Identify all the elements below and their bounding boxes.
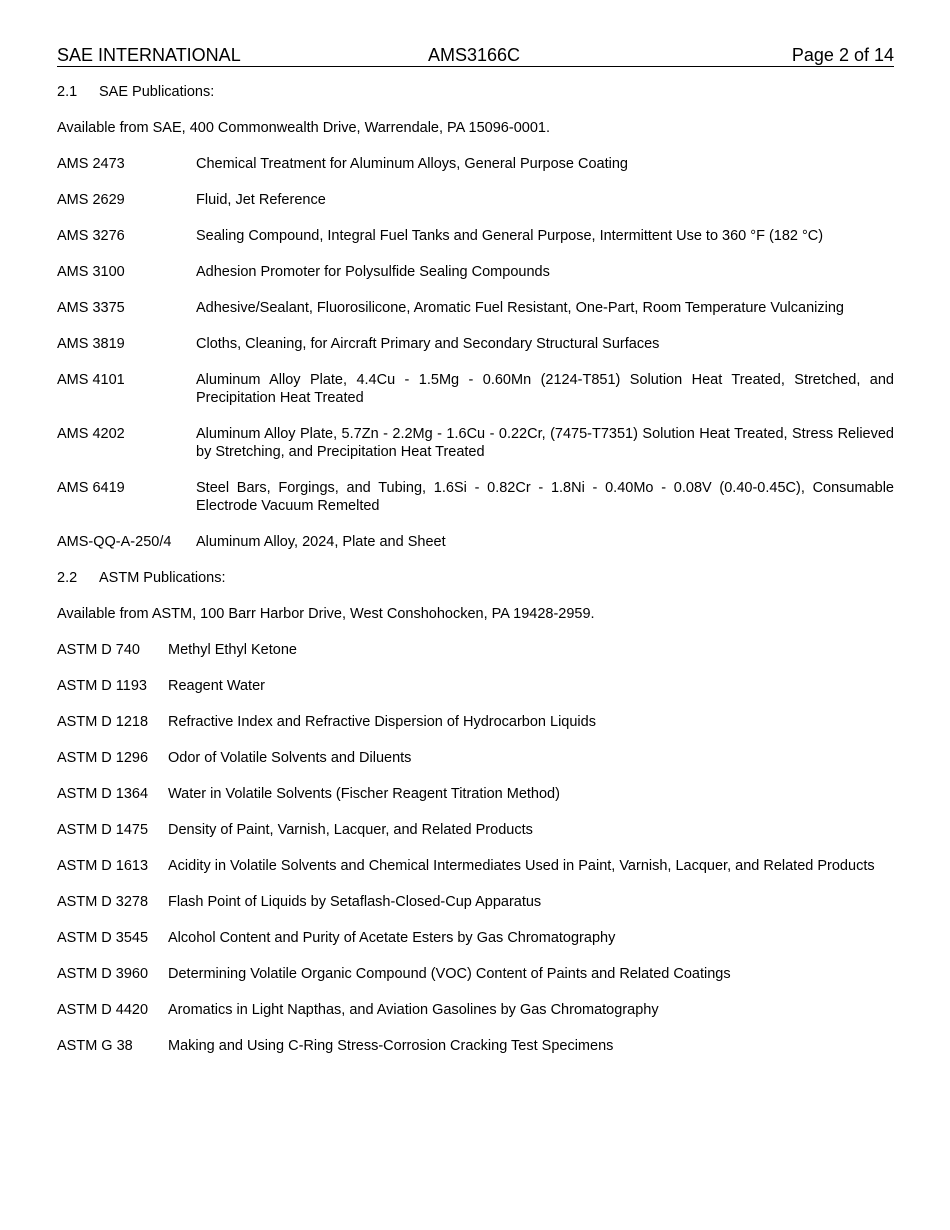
reference-code: AMS-QQ-A-250/4 bbox=[57, 534, 172, 550]
reference-row bbox=[57, 821, 894, 839]
reference-code: ASTM D 1218 bbox=[57, 714, 149, 730]
document-page bbox=[57, 44, 894, 1055]
reference-row bbox=[57, 1037, 894, 1055]
reference-row bbox=[57, 425, 894, 461]
reference-title: Making and Using C-Ring Stress-Corrosion Cracking Test Specimens bbox=[168, 1038, 614, 1054]
reference-row bbox=[57, 299, 894, 317]
reference-title: Reagent Water bbox=[168, 678, 265, 694]
sae-availability: Available from SAE, 400 Commonwealth Drive, Warrendale, PA 15096-0001. bbox=[57, 120, 550, 136]
reference-title: Chemical Treatment for Aluminum Alloys, General Purpose Coating bbox=[196, 156, 628, 172]
reference-row bbox=[57, 857, 894, 875]
reference-code: AMS 3100 bbox=[57, 264, 125, 280]
section-heading-astm bbox=[57, 569, 894, 587]
reference-row bbox=[57, 641, 894, 659]
reference-code: AMS 2629 bbox=[57, 192, 125, 208]
reference-row bbox=[57, 713, 894, 731]
reference-title: Density of Paint, Varnish, Lacquer, and Related Products bbox=[168, 822, 533, 838]
reference-row bbox=[57, 677, 894, 695]
reference-code: ASTM D 1296 bbox=[57, 750, 149, 766]
reference-title: Aluminum Alloy, 2024, Plate and Sheet bbox=[196, 534, 446, 550]
header-page-number: Page 2 of 14 bbox=[791, 45, 894, 65]
reference-title: Acidity in Volatile Solvents and Chemical Intermediates Used in Paint, Varnish, Lacquer, and Related Products bbox=[168, 858, 875, 874]
reference-title: Methyl Ethyl Ketone bbox=[168, 642, 297, 658]
reference-title: Refractive Index and Refractive Dispersion of Hydrocarbon Liquids bbox=[168, 714, 596, 730]
section-number: 2.2 bbox=[57, 570, 78, 586]
reference-title: Cloths, Cleaning, for Aircraft Primary and Secondary Structural Surfaces bbox=[196, 336, 660, 352]
reference-row bbox=[57, 785, 894, 803]
reference-title: Flash Point of Liquids by Setaflash-Closed-Cup Apparatus bbox=[168, 894, 542, 910]
reference-code: ASTM D 1364 bbox=[57, 786, 149, 802]
reference-row bbox=[57, 335, 894, 353]
reference-code: ASTM D 4420 bbox=[57, 1002, 149, 1018]
reference-row bbox=[57, 965, 894, 983]
reference-code: ASTM D 1613 bbox=[57, 858, 149, 874]
section-title: ASTM Publications: bbox=[99, 570, 226, 586]
reference-row bbox=[57, 533, 894, 551]
section-number: 2.1 bbox=[57, 84, 78, 100]
header-doc-id: AMS3166C bbox=[428, 45, 521, 65]
section-heading-sae bbox=[57, 83, 894, 101]
reference-row bbox=[57, 191, 894, 209]
section-title: SAE Publications: bbox=[99, 84, 215, 100]
reference-title: Steel Bars, Forgings, and Tubing, 1.6Si - 0.82Cr - 1.8Ni - 0.40Mo - 0.08V (0.40-0.45C), Consumable Electrode Vacuum Remelted bbox=[196, 480, 894, 514]
reference-title: Water in Volatile Solvents (Fischer Reagent Titration Method) bbox=[168, 786, 560, 802]
reference-code: AMS 4101 bbox=[57, 372, 125, 388]
reference-row bbox=[57, 155, 894, 173]
reference-code: AMS 4202 bbox=[57, 426, 125, 442]
reference-title: Adhesive/Sealant, Fluorosilicone, Aromatic Fuel Resistant, One-Part, Room Temperature Vulcanizing bbox=[196, 300, 844, 316]
astm-availability: Available from ASTM, 100 Barr Harbor Drive, West Conshohocken, PA 19428-2959. bbox=[57, 606, 595, 622]
reference-title: Odor of Volatile Solvents and Diluents bbox=[168, 750, 412, 766]
reference-row bbox=[57, 1001, 894, 1019]
reference-title: Sealing Compound, Integral Fuel Tanks and General Purpose, Intermittent Use to 360 °F (182 °C) bbox=[196, 228, 824, 244]
reference-code: ASTM D 1475 bbox=[57, 822, 149, 838]
reference-row bbox=[57, 371, 894, 407]
reference-title: Determining Volatile Organic Compound (VOC) Content of Paints and Related Coatings bbox=[168, 966, 731, 982]
reference-title: Aluminum Alloy Plate, 5.7Zn - 2.2Mg - 1.6Cu - 0.22Cr, (7475-T7351) Solution Heat Treated, Stress Relieved by Stretching, and Precipitation Heat Treated bbox=[196, 426, 894, 460]
reference-code: ASTM D 1193 bbox=[57, 678, 147, 694]
reference-row bbox=[57, 929, 894, 947]
reference-title: Aluminum Alloy Plate, 4.4Cu - 1.5Mg - 0.60Mn (2124-T851) Solution Heat Treated, Stretched, and Precipitation Heat Treated bbox=[196, 372, 894, 406]
reference-code: ASTM D 3960 bbox=[57, 966, 149, 982]
page-header bbox=[57, 44, 894, 67]
reference-title: Fluid, Jet Reference bbox=[196, 192, 326, 208]
reference-row bbox=[57, 893, 894, 911]
reference-code: AMS 2473 bbox=[57, 156, 125, 172]
reference-row bbox=[57, 227, 894, 245]
reference-code: AMS 3819 bbox=[57, 336, 125, 352]
reference-title: Adhesion Promoter for Polysulfide Sealing Compounds bbox=[196, 264, 550, 280]
reference-row bbox=[57, 263, 894, 281]
reference-code: AMS 3276 bbox=[57, 228, 125, 244]
reference-row bbox=[57, 479, 894, 515]
reference-code: AMS 3375 bbox=[57, 300, 125, 316]
reference-row bbox=[57, 749, 894, 767]
reference-code: AMS 6419 bbox=[57, 480, 125, 496]
reference-code: ASTM D 3545 bbox=[57, 930, 149, 946]
reference-title: Alcohol Content and Purity of Acetate Esters by Gas Chromatography bbox=[168, 930, 616, 946]
reference-title: Aromatics in Light Napthas, and Aviation Gasolines by Gas Chromatography bbox=[168, 1002, 659, 1018]
header-org: SAE INTERNATIONAL bbox=[57, 45, 241, 65]
reference-code: ASTM D 740 bbox=[57, 642, 140, 658]
reference-code: ASTM D 3278 bbox=[57, 894, 149, 910]
reference-code: ASTM G 38 bbox=[57, 1038, 133, 1054]
